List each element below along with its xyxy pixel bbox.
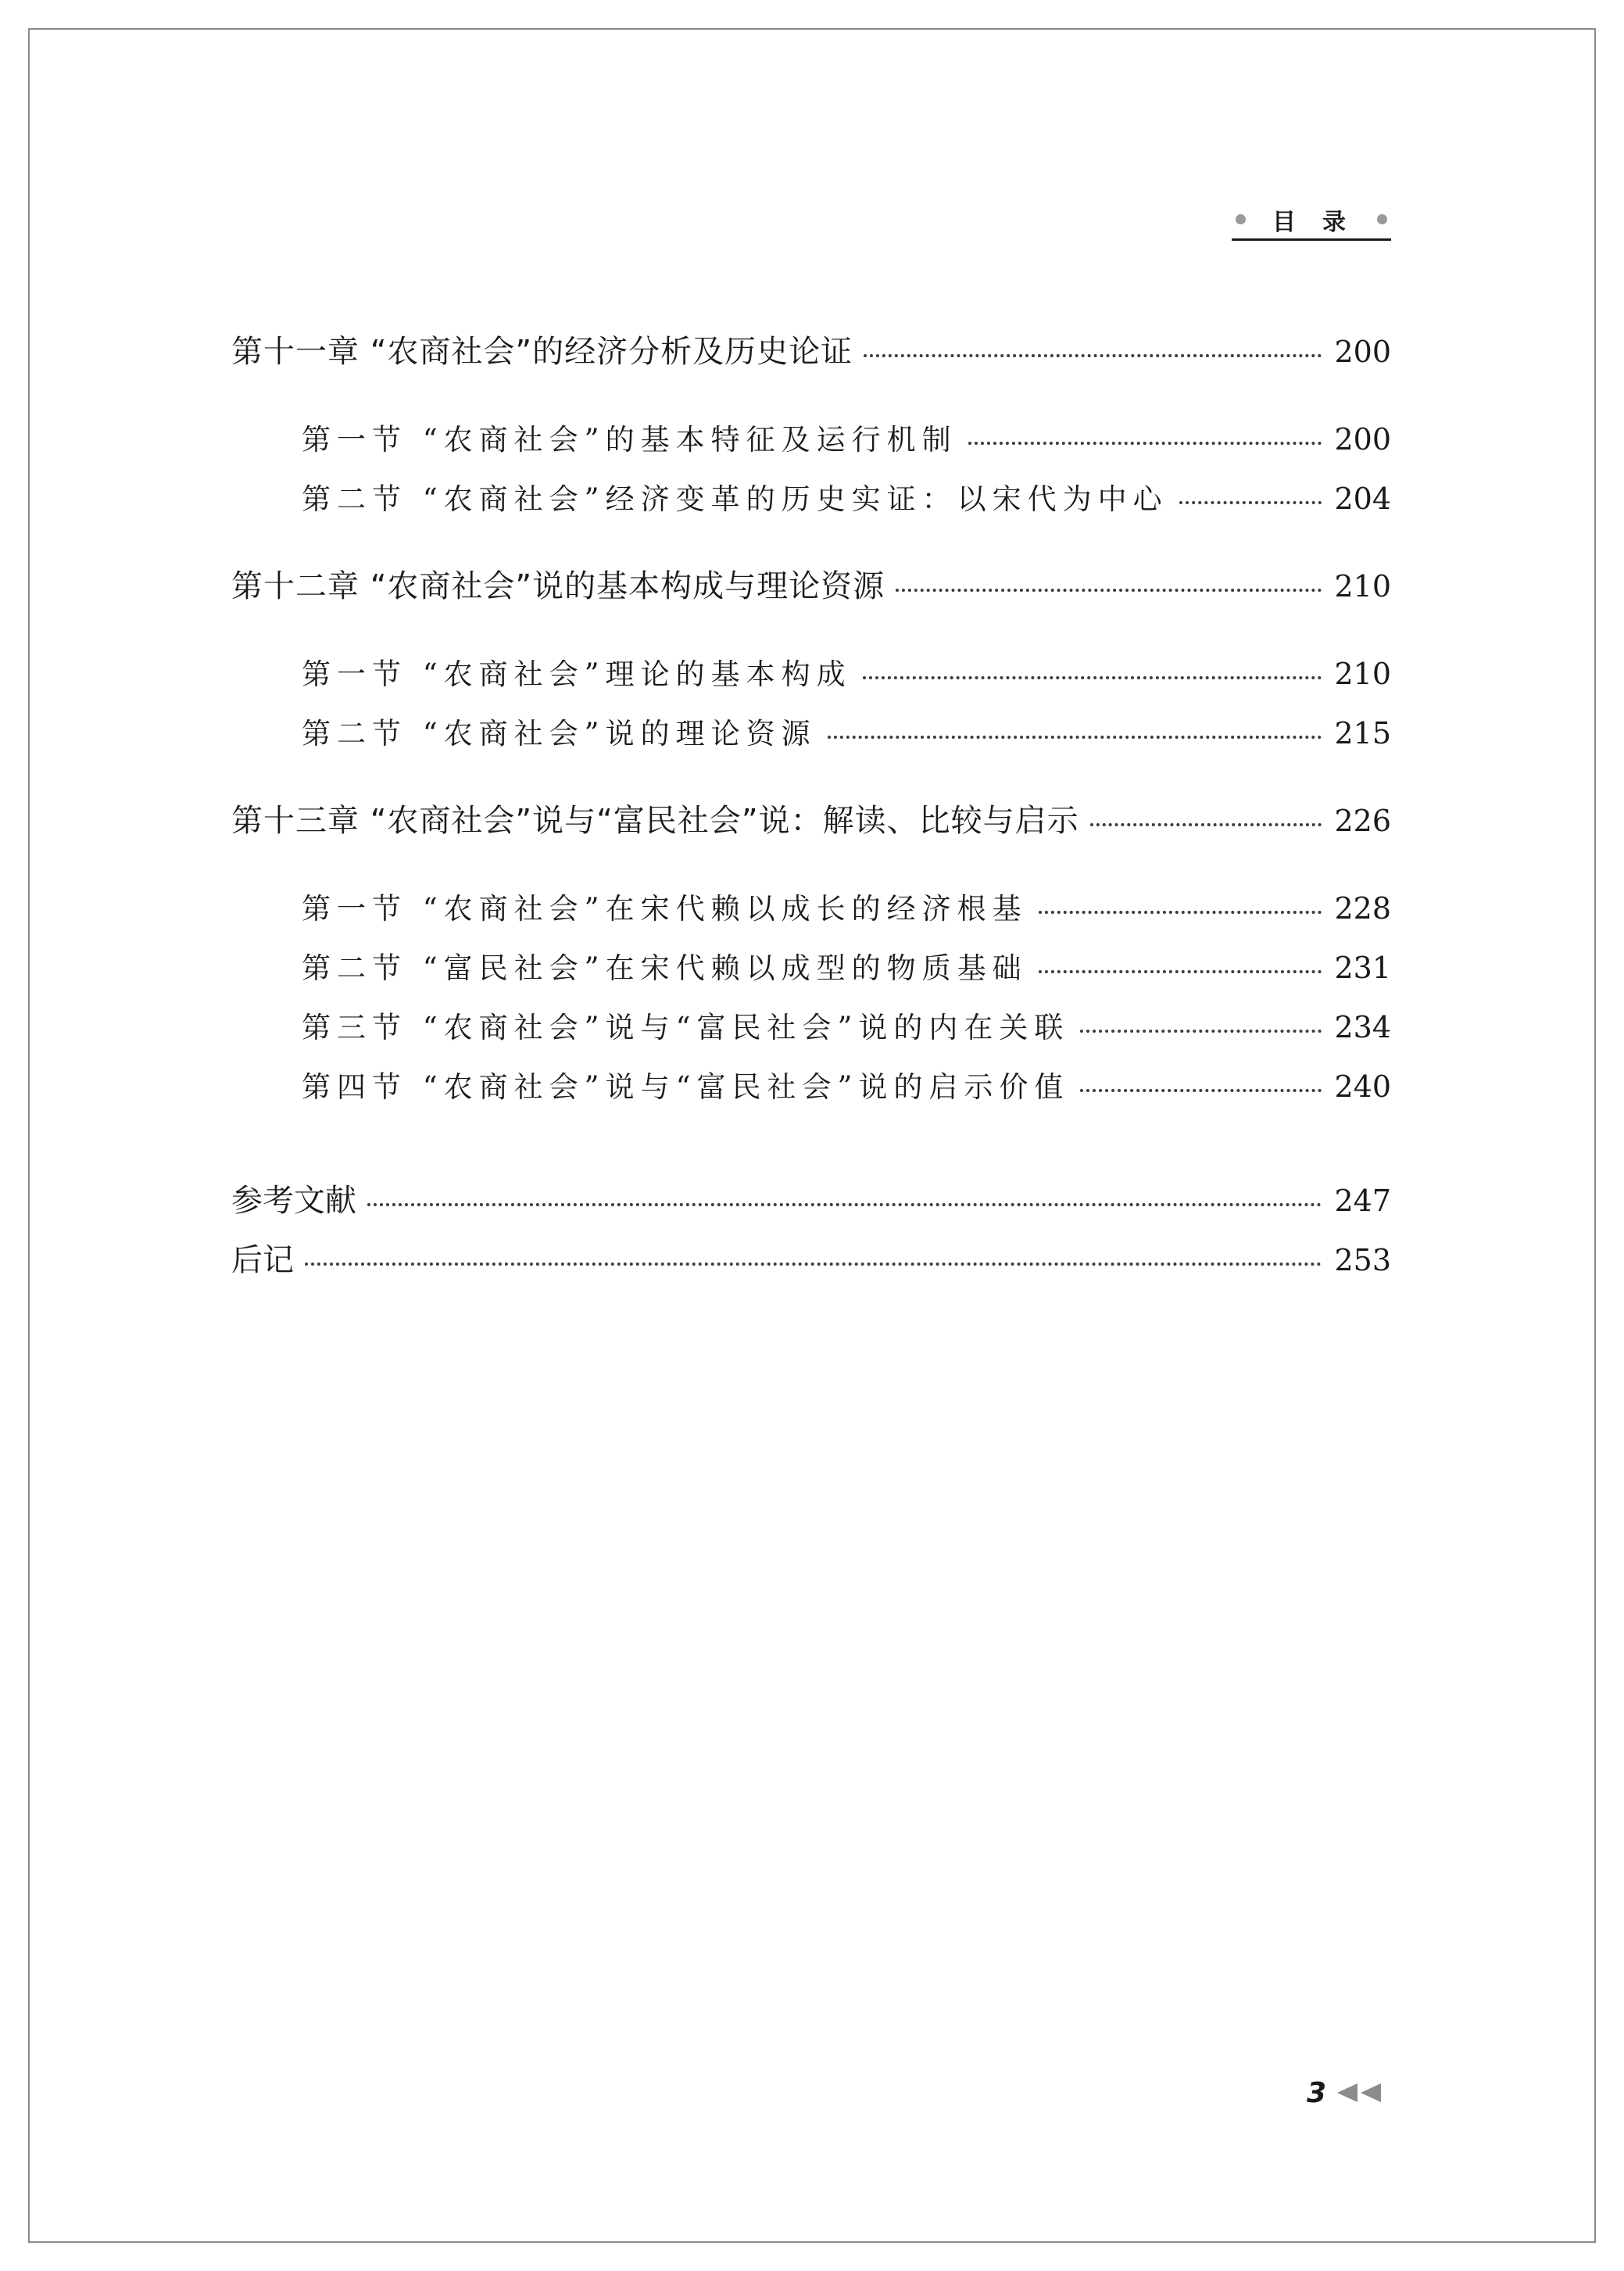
- right-dot-icon: [1377, 214, 1387, 224]
- running-head: [1232, 200, 1391, 241]
- left-dot-icon: [1236, 214, 1246, 224]
- toc-entry-page: 204: [1334, 482, 1391, 516]
- toc-entry-page: 215: [1334, 716, 1391, 750]
- dot-leader: [367, 1203, 1322, 1206]
- toc-entry-title: 参考文献: [231, 1183, 356, 1219]
- toc-entry-page: 200: [1334, 422, 1391, 457]
- toc-entry-title: 第一节 “农商社会”在宋代赖以成长的经济根基: [302, 892, 1028, 926]
- toc-chapter-11[interactable]: [231, 322, 1391, 381]
- dot-leader: [863, 676, 1322, 679]
- toc-entry-title: 后记: [231, 1242, 294, 1278]
- toc-entry-title: 第十一章 “农商社会”的经济分析及历史论证: [231, 334, 853, 370]
- toc-entry-page: 253: [1334, 1243, 1391, 1277]
- toc-entry-title: 第二节 “富民社会”在宋代赖以成型的物质基础: [302, 951, 1028, 985]
- toc-entry-page: 210: [1334, 569, 1391, 604]
- toc-entry-page: 200: [1334, 335, 1391, 369]
- dot-leader: [1039, 911, 1322, 914]
- toc-entry-page: 228: [1334, 891, 1391, 926]
- page-number: 3: [1307, 2076, 1327, 2109]
- toc-afterword[interactable]: [231, 1230, 1391, 1290]
- running-head-title: 目录: [1272, 208, 1372, 236]
- toc-entry-page: 210: [1334, 657, 1391, 691]
- toc-entry-title: 第十二章 “农商社会”说的基本构成与理论资源: [231, 568, 885, 604]
- dot-leader: [828, 736, 1322, 739]
- toc-section-13-3[interactable]: [231, 998, 1391, 1057]
- toc-section-13-1[interactable]: [231, 879, 1391, 938]
- dot-leader: [864, 354, 1322, 357]
- dot-leader: [896, 589, 1322, 592]
- toc-entry-title: 第三节 “农商社会”说与“富民社会”说的内在关联: [302, 1011, 1070, 1044]
- dot-leader: [1090, 823, 1322, 826]
- toc-section-11-2[interactable]: [231, 469, 1391, 528]
- toc-chapter-12[interactable]: [231, 557, 1391, 616]
- table-of-contents: [231, 322, 1391, 1290]
- dot-leader: [305, 1263, 1322, 1266]
- toc-entry-title: 第四节 “农商社会”说与“富民社会”说的启示价值: [302, 1070, 1070, 1104]
- toc-entry-title: 第二节 “农商社会”经济变革的历史实证：以宋代为中心: [302, 482, 1168, 516]
- toc-references[interactable]: [231, 1171, 1391, 1230]
- dot-leader: [1080, 1089, 1322, 1092]
- dot-leader: [1039, 970, 1322, 973]
- toc-entry-title: 第十三章 “农商社会”说与“富民社会”说：解读、比较与启示: [231, 803, 1079, 839]
- double-triangle-left-icon: [1336, 2082, 1383, 2104]
- toc-entry-title: 第一节 “农商社会”理论的基本构成: [302, 657, 852, 691]
- toc-entry-page: 231: [1334, 951, 1391, 985]
- toc-section-13-4[interactable]: [231, 1057, 1391, 1116]
- toc-section-12-2[interactable]: [231, 704, 1391, 763]
- toc-entry-title: 第二节 “农商社会”说的理论资源: [302, 717, 817, 750]
- page-folio: [1307, 2073, 1383, 2112]
- toc-section-12-1[interactable]: [231, 644, 1391, 704]
- toc-section-11-1[interactable]: [231, 410, 1391, 469]
- toc-entry-page: 234: [1334, 1010, 1391, 1044]
- toc-chapter-13[interactable]: [231, 791, 1391, 851]
- toc-entry-page: 247: [1334, 1184, 1391, 1218]
- toc-entry-title: 第一节 “农商社会”的基本特征及运行机制: [302, 423, 957, 457]
- dot-leader: [1179, 501, 1322, 504]
- toc-entry-page: 226: [1334, 804, 1391, 838]
- toc-entry-page: 240: [1334, 1069, 1391, 1104]
- dot-leader: [968, 442, 1322, 445]
- dot-leader: [1080, 1030, 1322, 1033]
- toc-section-13-2[interactable]: [231, 938, 1391, 998]
